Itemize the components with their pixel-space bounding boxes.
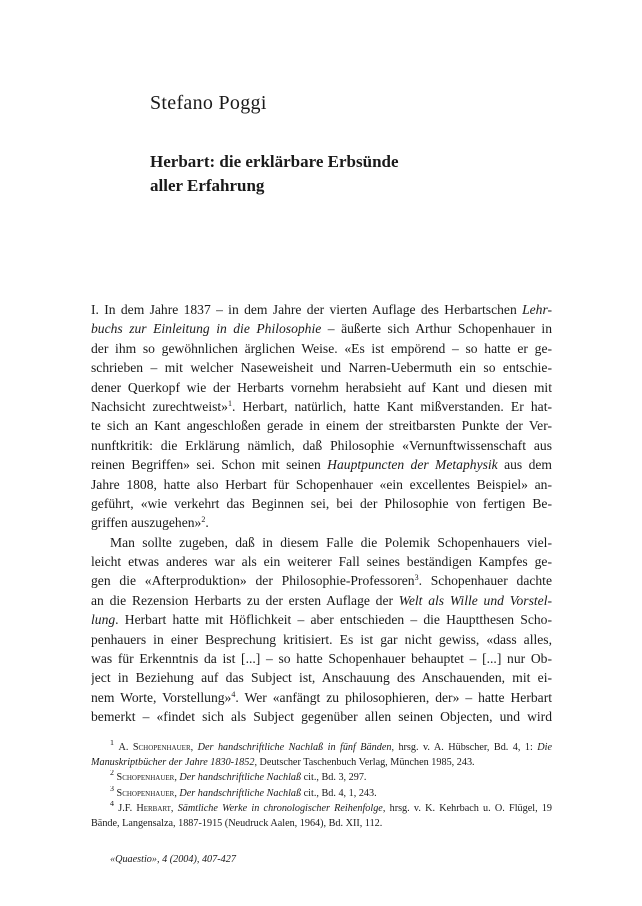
body-line: leicht etwas anderes war als ein weiterer Fall seines beständigen Kampfes ge- [91,554,552,570]
body-text [91,300,552,727]
footnote-4: $^4$ J.F. Herbart, Sämtliche Werke in chronologischer Reihenfolge, hrsg. v. K. Kehrbach u. O. Flügel, 19 [110,800,552,814]
footnote-ref-2[interactable]: 2 [201,515,206,525]
body-line: an die Rezension Herbarts zu der ersten Auflage der Welt als Wille und Vorstel- [91,592,552,608]
footnote-3: $^3$ Schopenhauer, Der handschriftliche Nachlaß cit., Bd. 4, 1, 243. [110,785,377,799]
body-line: ject in Beziehung auf das Subject ist, Anschauung des Anschauenden, mit ei- [91,670,552,686]
body-line: penhauers in einer Besprechung kritisiert. Es ist gar nicht gewiss, «dass alles, [91,631,552,647]
article-title [150,150,399,198]
body-line: I. In dem Jahre 1837 – in dem Jahre der vierten Auflage des Herbartschen Lehr- [91,302,552,317]
body-line: der ihm so gewöhnlichen ärglichen Weise. «Es ist empörend – so hatte er ge- [91,340,552,356]
body-line: Jahre 1808, hatte also Herbart für Schopenhauer «ein excellentes Beispiel» an- [91,476,552,492]
footnote-1-cont: Manuskriptbücher der Jahre 1830-1852, Deutscher Taschenbuch Verlag, München 1985, 243. [91,757,475,769]
footnote-4-cont: Bände, Langensalza, 1887-1915 (Neudruck Aalen, 1964), Bd. XII, 112. [91,817,383,829]
body-line: dener Querkopf wie der Herbarts vornehm herabsieht auf Kant und diesen mit [91,379,552,395]
body-line: schrieben – mit welcher Naseweisheit und Narren-Uebermuth ein so entschie- [91,360,552,376]
body-line: was für Erkenntnis da ist [...] – so hatte Schopenhauer behauptet – [...] nur Ob- [91,651,552,667]
footnote-2: $^2$ Schopenhauer, Der handschriftliche Nachlaß cit., Bd. 3, 297. [110,770,367,784]
title-line-2: aller Erfahrung [150,176,265,195]
body-line: buchs zur Einleitung in die Philosophie – äußerte sich Arthur Schopenhauer in [91,321,552,337]
body-line: Man sollte zugeben, daß in diesem Falle die Polemik Schopenhauers viel- [110,534,552,550]
body-line: lung. Herbart hatte mit Höflichkeit – aber entschieden – die Hauptthesen Scho- [91,612,552,628]
body-line: nunftkritik: die Erklärung nämlich, daß Philosophie «Vernunftwissenschaft aus [91,437,552,453]
body-line: bemerkt – «findet sich als Subject gegenüber allen seinen Objecten, und wird [91,709,552,725]
body-line: Nachsicht zurechtweist»$^1$. Herbart, natürlich, hatte Kant mißverstanden. Er hat- [91,398,552,414]
body-line: nem Worte, Vorstellung»$^4$. Wer «anfängt zu philosophieren, der» – hatte Herbart [91,689,552,705]
footnote-ref-1[interactable]: 1 [227,398,232,408]
footnote-ref-3[interactable]: 3 [414,573,419,583]
body-line: gen die «Afterproduktion» der Philosophie-Professoren$^3$. Schopenhauer dachte [91,573,552,589]
body-line: te sich an Kant angeschloßen gerade in einem der streitbarsten Punkte der Ver- [91,418,552,434]
title-line-1: Herbart: die erklärbare Erbsünde [150,152,399,171]
body-line: griffen auszugehen»$^2$. [91,515,209,531]
body-line: reinen Begriffen» sei. Schon mit seinen Hauptpuncten der Metaphysik aus dem [91,457,552,473]
body-line: geführt, «wie verkehrt das Beginnen sei, bei der Philosophie von fertigen Be- [91,495,552,511]
article-author: Stefano Poggi [150,92,267,114]
footnote-1: $^1$ A. Schopenhauer, Der handschriftliche Nachlaß in fünf Bänden, hrsg. v. A. Hübscher, Bd. 4, 1: Die [110,740,552,753]
journal-citation: «Quaestio», 4 (2004), 407-427 [110,854,236,865]
footnote-ref-4[interactable]: 4 [231,689,236,699]
footnotes [91,740,552,831]
